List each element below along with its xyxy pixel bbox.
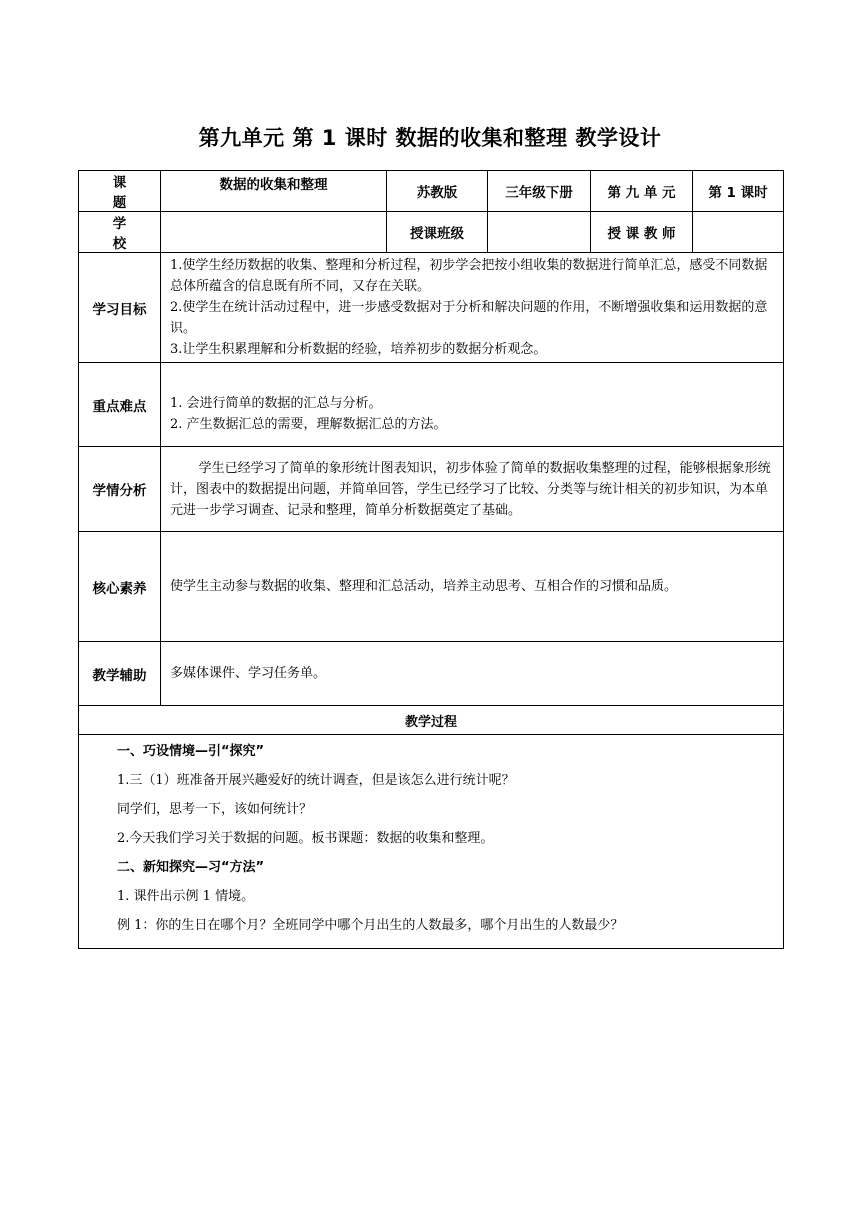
literacy-label: 核心素养	[79, 532, 161, 642]
class-label: 授课班级	[387, 212, 488, 253]
goals-label: 学习目标	[79, 253, 161, 363]
lesson-cell: 第 1 课时	[693, 171, 784, 212]
process-section-heading: 二、新知探究—习“方法”	[117, 860, 265, 875]
process-content	[79, 735, 784, 949]
process-line: 同学们，思考一下，该如何统计？	[117, 802, 313, 817]
header-row	[79, 171, 784, 212]
publisher-cell: 苏教版	[387, 171, 488, 212]
page-title: 第九单元 第 1 课时 数据的收集和整理 教学设计	[198, 126, 662, 150]
topic-label: 课 题	[79, 171, 161, 212]
class-value	[488, 212, 591, 253]
analysis-row	[79, 447, 784, 532]
topic-value: 数据的收集和整理	[161, 171, 387, 212]
school-label: 学 校	[79, 212, 161, 253]
process-line: 1. 课件出示例 1 情境。	[117, 889, 255, 904]
goals-row	[79, 253, 784, 363]
teacher-label: 授 课 教 师	[591, 212, 693, 253]
key-points-content	[161, 363, 784, 447]
lesson-plan-table	[78, 170, 784, 949]
goals-content	[161, 253, 784, 363]
aids-label: 教学辅助	[79, 642, 161, 706]
key-points-line: 1. 会进行简单的数据的汇总与分析。	[170, 395, 382, 411]
key-points-label: 重点难点	[79, 363, 161, 447]
goals-line: 1.使学生经历数据的收集、整理和分析过程，初步学会把按小组收集的数据进行简单汇总，感受不同数据总体所蕴含的信息既有所不同，又存在关联。	[170, 258, 768, 294]
school-value	[161, 212, 387, 253]
teacher-value	[693, 212, 784, 253]
process-line: 2.今天我们学习关于数据的问题。板书课题：数据的收集和整理。	[117, 831, 494, 846]
process-section-heading: 一、巧设情境—引“探究”	[117, 744, 265, 759]
school-row	[79, 212, 784, 253]
process-line: 1.三（1）班准备开展兴趣爱好的统计调查，但是该怎么进行统计呢？	[117, 773, 515, 788]
analysis-content: 学生已经学习了简单的象形统计图表知识，初步体验了简单的数据收集整理的过程，能够根据象形统计，图表中的数据提出问题，并简单回答，学生已经学习了比较、分类等与统计相关的初步知识，为本单元进一步学习调查、记录和整理，简单分析数据奠定了基础。	[161, 447, 784, 532]
process-title-row	[79, 706, 784, 735]
process-line: 例 1：你的生日在哪个月？全班同学中哪个月出生的人数最多，哪个月出生的人数最少？	[117, 918, 624, 933]
process-body-row	[79, 735, 784, 949]
key-points-line: 2. 产生数据汇总的需要，理解数据汇总的方法。	[170, 416, 447, 432]
process-title: 教学过程	[79, 706, 784, 735]
goals-line: 2.使学生在统计活动过程中，进一步感受数据对于分析和解决问题的作用，不断增强收集和运用数据的意识。	[170, 300, 768, 336]
analysis-label: 学情分析	[79, 447, 161, 532]
goals-line: 3.让学生积累理解和分析数据的经验，培养初步的数据分析观念。	[170, 342, 547, 357]
literacy-content: 使学生主动参与数据的收集、整理和汇总活动，培养主动思考、互相合作的习惯和品质。	[161, 532, 784, 642]
aids-row	[79, 642, 784, 706]
unit-cell: 第 九 单 元	[591, 171, 693, 212]
literacy-row	[79, 532, 784, 642]
aids-content: 多媒体课件、学习任务单。	[161, 642, 784, 706]
grade-cell: 三年级下册	[488, 171, 591, 212]
key-points-row	[79, 363, 784, 447]
